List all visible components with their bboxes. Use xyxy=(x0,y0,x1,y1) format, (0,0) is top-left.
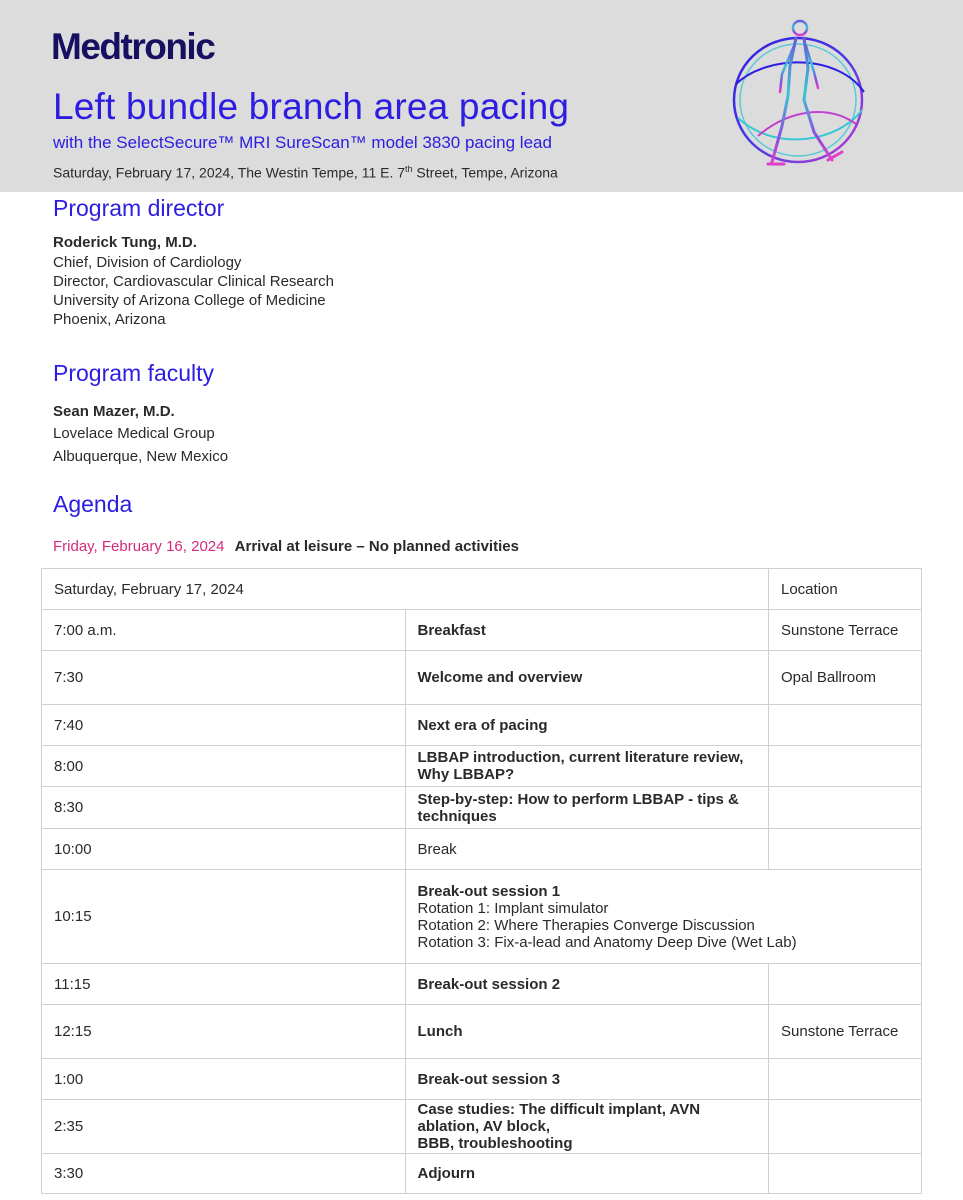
event-dateline: Saturday, February 17, 2024, The Westin Tempe, 11 E. 7th Street, Tempe, Arizona xyxy=(53,164,558,181)
agenda-title: BBB, troubleshooting xyxy=(417,1135,573,1152)
agenda-time: 2:35 xyxy=(42,1100,406,1154)
faculty-line: Albuquerque, New Mexico xyxy=(53,448,229,465)
director-line: Phoenix, Arizona xyxy=(53,311,166,328)
agenda-title: Break-out session 2 xyxy=(405,964,769,1005)
agenda-location xyxy=(769,829,922,870)
friday-activity: Arrival at leisure – No planned activities xyxy=(234,538,519,555)
agenda-location xyxy=(769,1154,922,1194)
agenda-title: Lunch xyxy=(405,1005,769,1059)
page-subtitle: with the SelectSecure™ MRI SureScan™ model 3830 pacing lead xyxy=(53,133,552,152)
agenda-title-cell xyxy=(405,870,922,964)
agenda-time: 3:30 xyxy=(42,1154,406,1194)
friday-entry xyxy=(53,538,519,555)
agenda-time: 10:00 xyxy=(42,829,406,870)
medtronic-logo: Medtronic xyxy=(51,26,215,67)
agenda-detail: Rotation 2: Where Therapies Converge Discussion xyxy=(417,916,755,934)
agenda-detail: Rotation 1: Implant simulator xyxy=(417,899,609,917)
page-title: Left bundle branch area pacing xyxy=(53,86,570,127)
agenda-time: 12:15 xyxy=(42,1005,406,1059)
table-row xyxy=(42,746,922,787)
agenda-time: 10:15 xyxy=(42,870,406,964)
table-row xyxy=(42,964,922,1005)
table-row xyxy=(42,610,922,651)
agenda-time: 11:15 xyxy=(42,964,406,1005)
agenda-title: Welcome and overview xyxy=(405,651,769,705)
program-faculty-heading: Program faculty xyxy=(53,360,215,386)
director-line: Director, Cardiovascular Clinical Research xyxy=(53,273,334,290)
table-row xyxy=(42,1100,922,1154)
table-row xyxy=(42,1005,922,1059)
agenda-location xyxy=(769,1059,922,1100)
table-row xyxy=(42,1154,922,1194)
location-header: Location xyxy=(769,569,922,610)
agenda-location xyxy=(769,964,922,1005)
director-line: University of Arizona College of Medicine xyxy=(53,292,326,309)
director-line: Chief, Division of Cardiology xyxy=(53,254,242,271)
agenda-heading: Agenda xyxy=(53,491,133,517)
agenda-title: LBBAP introduction, current literature review, Why LBBAP? xyxy=(405,746,769,787)
agenda-header-row xyxy=(42,569,922,610)
faculty-name: Sean Mazer, M.D. xyxy=(53,403,175,420)
director-name: Roderick Tung, M.D. xyxy=(53,234,197,251)
agenda-time: 8:30 xyxy=(42,787,406,829)
saturday-date: Saturday, February 17, 2024 xyxy=(42,569,769,610)
agenda-title: Step-by-step: How to perform LBBAP - tips & techniques xyxy=(405,787,769,829)
agenda-time: 1:00 xyxy=(42,1059,406,1100)
faculty-line: Lovelace Medical Group xyxy=(53,425,215,442)
agenda-time: 7:30 xyxy=(42,651,406,705)
agenda-location xyxy=(769,705,922,746)
agenda-location xyxy=(769,1100,922,1154)
table-row xyxy=(42,870,922,964)
agenda-table xyxy=(41,568,922,1194)
agenda-location: Opal Ballroom xyxy=(769,651,922,705)
agenda-time: 7:40 xyxy=(42,705,406,746)
agenda-location: Sunstone Terrace xyxy=(769,1005,922,1059)
table-row xyxy=(42,651,922,705)
agenda-title: Break-out session 3 xyxy=(405,1059,769,1100)
agenda-location xyxy=(769,787,922,829)
table-row xyxy=(42,1059,922,1100)
agenda-title: Case studies: The difficult implant, AVN ablation, AV block, xyxy=(417,1101,701,1135)
agenda-time: 8:00 xyxy=(42,746,406,787)
walking-figure-icon xyxy=(728,14,870,178)
agenda-location: Sunstone Terrace xyxy=(769,610,922,651)
agenda-location xyxy=(769,746,922,787)
table-row xyxy=(42,829,922,870)
agenda-time: 7:00 a.m. xyxy=(42,610,406,651)
agenda-title: Adjourn xyxy=(405,1154,769,1194)
friday-date: Friday, February 16, 2024 xyxy=(53,538,225,555)
header-banner xyxy=(0,0,963,192)
agenda-detail: Rotation 3: Fix-a-lead and Anatomy Deep Dive (Wet Lab) xyxy=(417,933,797,951)
program-director-heading: Program director xyxy=(53,195,225,221)
agenda-title-cell xyxy=(405,1100,769,1154)
table-row xyxy=(42,787,922,829)
agenda-title: Break-out session 1 xyxy=(417,882,561,900)
agenda-title: Break xyxy=(405,829,769,870)
agenda-title: Breakfast xyxy=(405,610,769,651)
table-row xyxy=(42,705,922,746)
agenda-title: Next era of pacing xyxy=(405,705,769,746)
